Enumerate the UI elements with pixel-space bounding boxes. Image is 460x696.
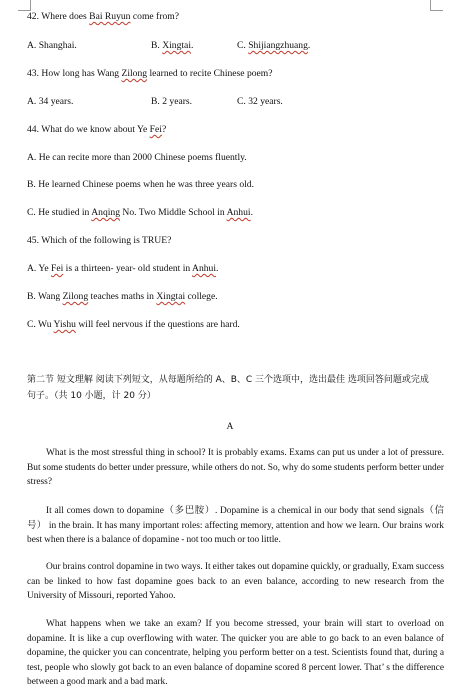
passage-label: A	[226, 421, 234, 432]
q44-option-c: C. He studied in Anqing No. Two Middle School in Anhui.	[27, 207, 253, 218]
question-43: 43. How long has Wang Zilong learned to recite Chinese poem?	[27, 68, 273, 79]
section-heading: 第二节 短文理解 阅读下列短文，从每题所给的 A、B、C 三个选项中，选出最佳 选项回答问题或完成句子。（共 10 小题，计 20 分）	[27, 375, 429, 401]
q42-option-a: A. Shanghai.	[27, 40, 77, 51]
q44-option-b: B. He learned Chinese poems when he was three years old.	[27, 179, 254, 190]
paragraph-4: What happens when we take an exam? If you become stressed, your brain will start to overload on dopamine. It is like a cup overflowing with water. The quicker you are able to go back to an even balance of dopamine, the quicker you can concentrate, helping you perform better on a test. Scientists found that, during a test, people who slowly got back to an even balance of dopamine scored 8 percent lower. That’ s the difference between a good mark and a bad mark.	[27, 619, 444, 688]
q44-option-a: A. He can recite more than 2000 Chinese poems fluently.	[27, 152, 247, 163]
q43-option-b: B. 2 years.	[151, 96, 193, 107]
paragraph-3: Our brains control dopamine in two ways. It either takes out dopamine quickly, or gradually, Exam success can be linked to how fast dopamine goes back to an even balance, according to new research from the University of Missouri, reported Yahoo.	[27, 562, 444, 602]
question-44: 44. What do we know about Ye Fei?	[27, 124, 167, 135]
question-42: 42. Where does Bai Ruyun come from?	[27, 11, 179, 22]
q43-option-a: A. 34 years.	[27, 96, 74, 107]
q45-option-c: C. Wu Yishu will feel nervous if the questions are hard.	[27, 319, 240, 330]
q45-option-b: B. Wang Zilong teaches maths in Xingtai college.	[27, 291, 218, 302]
paragraph-1: What is the most stressful thing in school? It is probably exams. Exams can put us under a lot of pressure. But some students do better under pressure, while others do not. So, why do some students perform better under stress?	[27, 448, 444, 488]
q45-option-a: A. Ye Fei is a thirteen- year- old student in Anhui.	[27, 263, 219, 274]
q42-option-b: B. Xingtai.	[151, 40, 194, 51]
page-corner-mark-left	[18, 0, 31, 11]
q42-option-c: C. Shijiangzhuang.	[237, 40, 311, 51]
question-45: 45. Which of the following is TRUE?	[27, 235, 172, 246]
q43-option-c: C. 32 years.	[237, 96, 283, 107]
paragraph-2: It all comes down to dopamine（多巴胺）. Dopamine is a chemical in our body that send signals（信号） in the brain. It has many important roles: affecting memory, attention and how we learn. Our brains work best when there is a balance of dopamine - not too much or too little.	[27, 506, 444, 546]
page-corner-mark-right	[430, 0, 443, 11]
